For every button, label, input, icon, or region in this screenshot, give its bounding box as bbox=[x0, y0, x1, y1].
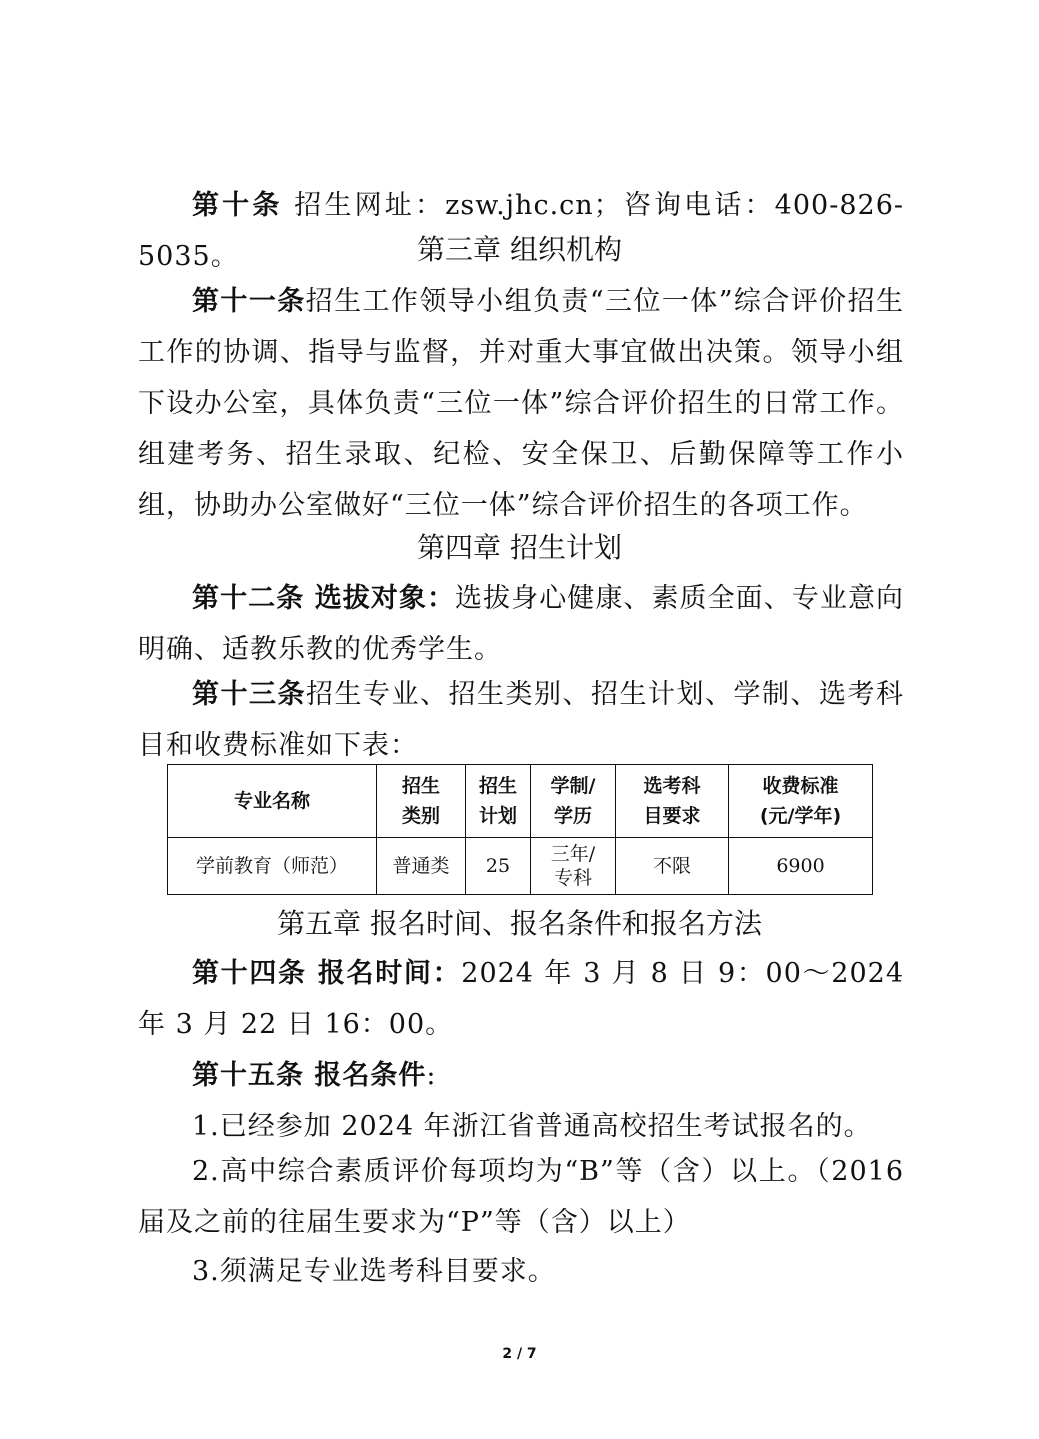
article-15 bbox=[138, 1050, 904, 1101]
article-10-lead: 第十条 bbox=[192, 190, 283, 221]
condition-2: 2.高中综合素质评价每项均为“B”等（含）以上。（2016 届及之前的往届生要求为“P”等（含）以上） bbox=[138, 1156, 904, 1238]
cell-major: 学前教育（师范） bbox=[168, 838, 377, 895]
chapter-3-title: 第三章 组织机构 bbox=[417, 233, 622, 266]
article-11-text: 招生工作领导小组负责“三位一体”综合评价招生工作的协调、指导与监督，并对重大事宜做出决策。领导小组下设办公室，具体负责“三位一体”综合评价招生的日常工作。组建考务、招生录取、纪检、安全保卫、后勤保障等工作小组，协助办公室做好“三位一体”综合评价招生的各项工作。 bbox=[138, 286, 905, 521]
condition-3: 3.须满足专业选考科目要求。 bbox=[192, 1256, 556, 1287]
article-15-text: : bbox=[426, 1060, 437, 1091]
article-13 bbox=[138, 669, 904, 771]
article-13-lead: 第十三条 bbox=[192, 679, 306, 710]
article-13-text: 招生专业、招生类别、招生计划、学制、选考科目和收费标准如下表： bbox=[138, 679, 904, 761]
cell-fee: 6900 bbox=[729, 838, 873, 895]
header-plan: 招生 计划 bbox=[466, 765, 531, 838]
header-type: 招生 类别 bbox=[377, 765, 466, 838]
page-number: 2 / 7 bbox=[502, 1346, 537, 1362]
article-14-lead: 第十四条 报名时间： bbox=[192, 958, 462, 989]
condition-1: 1.已经参加 2024 年浙江省普通高校招生考试报名的。 bbox=[192, 1111, 872, 1142]
cell-system: 三年/ 专科 bbox=[531, 838, 616, 895]
article-14 bbox=[138, 948, 904, 1050]
cell-type: 普通类 bbox=[377, 838, 466, 895]
table-header-row bbox=[168, 765, 873, 838]
article-10-text: 招生网址：zsw.jhc.cn；咨询电话：400-826-5035。 bbox=[138, 190, 904, 272]
table-row bbox=[168, 838, 873, 895]
header-fee: 收费标准 (元/学年) bbox=[729, 765, 873, 838]
article-12-lead: 第十二条 选拔对象： bbox=[192, 583, 456, 614]
enrollment-table bbox=[167, 764, 873, 895]
article-11-lead: 第十一条 bbox=[192, 286, 306, 317]
article-12-text: 选拔身心健康、素质全面、专业意向明确、适教乐教的优秀学生。 bbox=[138, 583, 905, 665]
header-major: 专业名称 bbox=[168, 765, 377, 838]
article-12 bbox=[138, 573, 904, 675]
article-15-lead: 第十五条 报名条件 bbox=[192, 1060, 427, 1091]
header-subject: 选考科 目要求 bbox=[616, 765, 729, 838]
cell-subject: 不限 bbox=[616, 838, 729, 895]
cell-plan: 25 bbox=[466, 838, 531, 895]
header-system: 学制/ 学历 bbox=[531, 765, 616, 838]
article-11 bbox=[138, 276, 904, 531]
chapter-5-title: 第五章 报名时间、报名条件和报名方法 bbox=[277, 907, 762, 940]
chapter-4-title: 第四章 招生计划 bbox=[417, 531, 622, 564]
article-14-text: 2024 年 3 月 8 日 9：00～2024 年 3 月 22 日 16：00。 bbox=[138, 958, 904, 1040]
